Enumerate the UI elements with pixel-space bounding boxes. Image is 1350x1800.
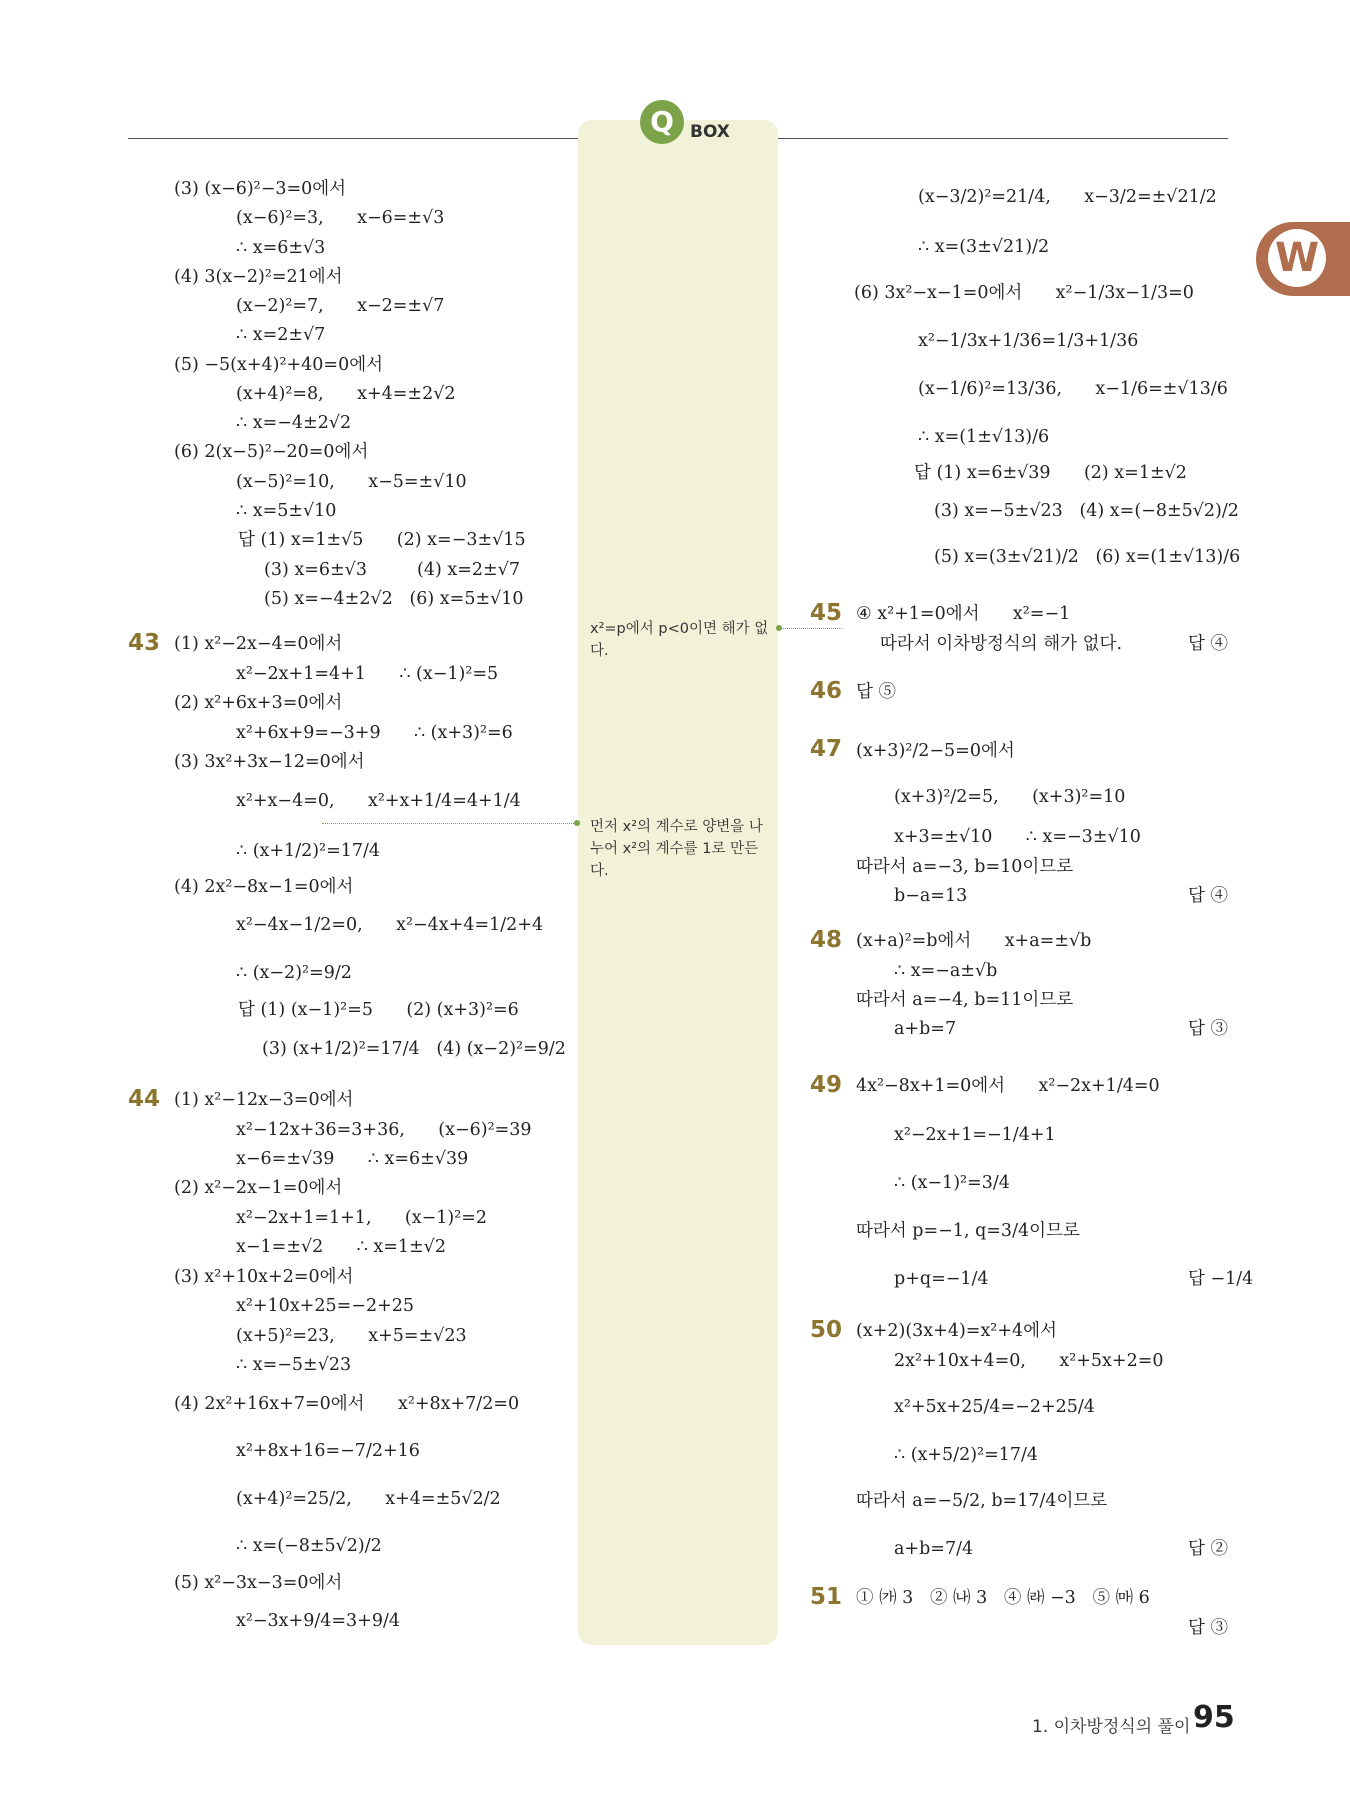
solution-line: x²−3x+9/4=3+9/4 xyxy=(236,1611,401,1631)
answer-mark: 답 ② xyxy=(1188,1539,1228,1559)
solution-line: (x+3)²/2−5=0에서 xyxy=(856,741,1015,761)
solution-line: (x−3/2)²=21/4, x−3/2=±√21/2 xyxy=(918,187,1217,207)
solution-line: 4x²−8x+1=0에서 x²−2x+1/4=0 xyxy=(856,1076,1160,1096)
solution-line: x²+10x+25=−2+25 xyxy=(236,1296,415,1316)
solution-line: ∴ (x−1)²=3/4 xyxy=(894,1173,1010,1193)
solution-line: (6) 3x²−x−1=0에서 x²−1/3x−1/3=0 xyxy=(854,283,1194,303)
solution-line: (3) (x−6)²−3=0에서 xyxy=(174,179,347,199)
w-logo-icon: W xyxy=(1268,229,1326,287)
solution-line: x²−4x−1/2=0, x²−4x+4=1/2+4 xyxy=(236,915,544,935)
problem-number: 43 xyxy=(128,630,161,656)
page-number: 95 xyxy=(1193,1700,1235,1735)
solution-line: ④ x²+1=0에서 x²=−1 xyxy=(856,604,1071,624)
answer-mark: 답 ③ xyxy=(1188,1019,1228,1039)
solution-line: (5) x²−3x−3=0에서 xyxy=(174,1573,343,1593)
solution-line: ∴ x=(3±√21)/2 xyxy=(918,237,1050,257)
problem-number: 48 xyxy=(810,927,843,953)
solution-line: (4) 2x²−8x−1=0에서 xyxy=(174,877,354,897)
solution-line: x²+5x+25/4=−2+25/4 xyxy=(894,1397,1095,1417)
solution-line: (x+4)²=8, x+4=±2√2 xyxy=(236,384,456,404)
solution-line: a+b=7/4 xyxy=(894,1539,974,1559)
q-logo: Q xyxy=(640,100,684,144)
note-dot xyxy=(574,820,580,826)
answer-mark: 답 ⑤ xyxy=(856,682,896,702)
solution-line: x²+6x+9=−3+9 ∴ (x+3)²=6 xyxy=(236,723,513,743)
solution-line: ∴ x=−a±√b xyxy=(894,961,998,981)
answer-mark: 답 ④ xyxy=(1188,886,1228,906)
solution-line: x²+x−4=0, x²+x+1/4=4+1/4 xyxy=(236,791,521,811)
side-note: x²=p에서 p<0이면 해가 없다. xyxy=(590,621,769,659)
solution-line: x−6=±√39 ∴ x=6±√39 xyxy=(236,1149,469,1169)
answer-line: 답 (1) x=1±√5 (2) x=−3±√15 xyxy=(238,530,526,550)
solution-line: ∴ (x+1/2)²=17/4 xyxy=(236,841,381,861)
answer-mark: 답 ④ xyxy=(1188,634,1228,654)
answer-line: (3) (x+1/2)²=17/4 (4) (x−2)²=9/2 xyxy=(262,1039,566,1059)
solution-line: (x−2)²=7, x−2=±√7 xyxy=(236,296,445,316)
solution-line: (1) x²−2x−4=0에서 xyxy=(174,634,343,654)
problem-number: 50 xyxy=(810,1317,843,1343)
solution-line: ∴ x=6±√3 xyxy=(236,238,326,258)
solution-line: p+q=−1/4 xyxy=(894,1269,989,1289)
note-dot xyxy=(776,625,782,631)
solution-line: (x+2)(3x+4)=x²+4에서 xyxy=(856,1321,1057,1341)
solution-line: ∴ x=2±√7 xyxy=(236,325,326,345)
answer-line: 답 (1) x=6±√39 (2) x=1±√2 xyxy=(914,463,1187,483)
solution-line: 따라서 a=−3, b=10이므로 xyxy=(856,857,1074,877)
solution-line: x−1=±√2 ∴ x=1±√2 xyxy=(236,1237,446,1257)
solution-line: (x+3)²/2=5, (x+3)²=10 xyxy=(894,787,1126,807)
problem-number: 49 xyxy=(810,1072,843,1098)
side-tab xyxy=(1256,222,1350,296)
problem-number: 47 xyxy=(810,736,843,762)
solution-line: 2x²+10x+4=0, x²+5x+2=0 xyxy=(894,1351,1164,1371)
problem-number: 44 xyxy=(128,1086,161,1112)
chapter-title: 1. 이차방정식의 풀이 xyxy=(1032,1717,1191,1737)
solution-line: x²−2x+1=1+1, (x−1)²=2 xyxy=(236,1208,488,1228)
solution-line: (x+a)²=b에서 x+a=±√b xyxy=(856,931,1092,951)
solution-line: x²+8x+16=−7/2+16 xyxy=(236,1441,420,1461)
solution-line: (x−5)²=10, x−5=±√10 xyxy=(236,472,467,492)
solution-line: x²−2x+1=4+1 ∴ (x−1)²=5 xyxy=(236,664,499,684)
answer-line: 답 (1) (x−1)²=5 (2) (x+3)²=6 xyxy=(238,1000,519,1020)
answer-line: (5) x=−4±2√2 (6) x=5±√10 xyxy=(264,589,524,609)
choice-line: ① ㈎ 3 ② ㈏ 3 ④ ㈑ −3 ⑤ ㈒ 6 xyxy=(856,1588,1150,1608)
solution-line: (5) −5(x+4)²+40=0에서 xyxy=(174,355,384,375)
solution-line: 따라서 a=−4, b=11이므로 xyxy=(856,990,1074,1010)
solution-line: (3) x²+10x+2=0에서 xyxy=(174,1267,354,1287)
solution-line: (2) x²−2x−1=0에서 xyxy=(174,1178,343,1198)
answer-line: (3) x=6±√3 (4) x=2±√7 xyxy=(264,560,520,580)
solution-line: 따라서 p=−1, q=3/4이므로 xyxy=(856,1221,1080,1241)
solution-line: (6) 2(x−5)²−20=0에서 xyxy=(174,442,369,462)
solution-line: x²−12x+36=3+36, (x−6)²=39 xyxy=(236,1120,532,1140)
answer-mark: 답 −1/4 xyxy=(1188,1269,1254,1289)
solution-line: (4) 3(x−2)²=21에서 xyxy=(174,267,343,287)
problem-number: 46 xyxy=(810,678,843,704)
problem-number: 45 xyxy=(810,600,843,626)
note-leader xyxy=(322,823,580,824)
solution-line: (x−6)²=3, x−6=±√3 xyxy=(236,208,445,228)
solution-line: ∴ (x+5/2)²=17/4 xyxy=(894,1445,1039,1465)
solution-line: (x+4)²=25/2, x+4=±5√2/2 xyxy=(236,1489,501,1509)
problem-number: 51 xyxy=(810,1584,843,1610)
solution-line: (x−1/6)²=13/36, x−1/6=±√13/6 xyxy=(918,379,1228,399)
solution-line: a+b=7 xyxy=(894,1019,957,1039)
answer-line: (5) x=(3±√21)/2 (6) x=(1±√13)/6 xyxy=(934,547,1241,567)
solution-line: ∴ x=−4±2√2 xyxy=(236,413,352,433)
box-label: BOX xyxy=(690,122,730,142)
note-leader xyxy=(776,628,842,629)
solution-line: 따라서 이차방정식의 해가 없다. xyxy=(880,634,1123,654)
solution-line: x²−2x+1=−1/4+1 xyxy=(894,1125,1056,1145)
solution-line: ∴ x=5±√10 xyxy=(236,501,337,521)
q-box-column xyxy=(578,120,778,1645)
solution-line: (4) 2x²+16x+7=0에서 x²+8x+7/2=0 xyxy=(174,1394,520,1414)
answer-line: (3) x=−5±√23 (4) x=(−8±5√2)/2 xyxy=(934,501,1239,521)
solution-line: (1) x²−12x−3=0에서 xyxy=(174,1090,354,1110)
solution-line: x²−1/3x+1/36=1/3+1/36 xyxy=(918,331,1139,351)
solution-line: x+3=±√10 ∴ x=−3±√10 xyxy=(894,827,1141,847)
solution-line: b−a=13 xyxy=(894,886,968,906)
solution-line: (x+5)²=23, x+5=±√23 xyxy=(236,1326,467,1346)
solution-line: ∴ (x−2)²=9/2 xyxy=(236,963,352,983)
answer-mark: 답 ③ xyxy=(1188,1618,1228,1638)
solution-line: 따라서 a=−5/2, b=17/4이므로 xyxy=(856,1491,1108,1511)
solution-line: ∴ x=(−8±5√2)/2 xyxy=(236,1536,382,1556)
side-note: 먼저 x²의 계수로 양변을 나누어 x²의 계수를 1로 만든다. xyxy=(590,819,763,879)
solution-line: (2) x²+6x+3=0에서 xyxy=(174,693,343,713)
solution-line: ∴ x=−5±√23 xyxy=(236,1355,352,1375)
solution-line: (3) 3x²+3x−12=0에서 xyxy=(174,752,365,772)
solution-line: ∴ x=(1±√13)/6 xyxy=(918,427,1050,447)
